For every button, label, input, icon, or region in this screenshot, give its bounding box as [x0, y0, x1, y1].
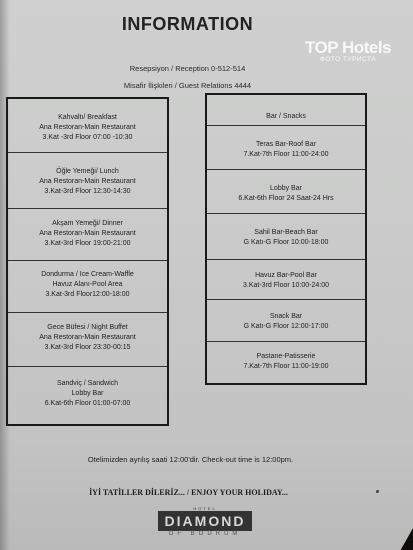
bar-time: G Katı-G Floor 10:00-18:00 [243, 239, 329, 246]
tophotels-watermark [293, 38, 403, 82]
bar-name: Snack Bar [269, 313, 303, 320]
meal-name: Sandviç / Sandwich [56, 380, 119, 387]
paper-mark [376, 490, 379, 493]
bar-patisserie [207, 341, 365, 381]
bars-header [207, 95, 365, 125]
guest-relations-line: Misafir İlişkileri / Guest Relations 4444 [123, 81, 252, 90]
meal-name: Öğle Yemeği/ Lunch [56, 168, 119, 175]
bar-time: 7.Kat-7th Floor 11:00-24:00 [243, 151, 329, 158]
bar-time: 3.Kat-3rd Floor 10:00-24:00 [243, 282, 329, 289]
meal-place: Ana Restoran-Main Restaurant [39, 178, 136, 185]
meal-ice-cream [8, 260, 167, 312]
meal-place: Ana Restoran-Main Restaurant [39, 334, 136, 341]
logo-bottom-text: OF BODRUM [168, 531, 242, 537]
meal-place: Lobby Bar [71, 390, 104, 397]
meal-name: Kahvaltı/ Breakfast [58, 114, 117, 121]
page-title: INFORMATION [121, 14, 254, 34]
checkout-line: Otelimizden ayrılış saati 12:00'dir. Check-out time is 12:00pm. [87, 455, 294, 464]
meal-name: Gece Büfesi / Night Buffet [47, 324, 128, 331]
meal-sandwich [8, 366, 167, 422]
meal-time: 3.Kat -3rd Floor 07:00 -10:30 [42, 134, 133, 141]
bar-roof [207, 125, 365, 169]
bar-name: Teras Bar-Roof Bar [256, 141, 316, 148]
meals-table [6, 97, 169, 426]
meal-time: 6.Kat-6th Floor 01:00-07:00 [44, 400, 131, 407]
bar-name: Sahil Bar-Beach Bar [254, 229, 318, 236]
bar-time: G Katı-G Floor 12:00-17:00 [243, 323, 329, 330]
bar-time: 7.Kat-7th Floor 11:00-19:00 [243, 363, 329, 370]
bars-table [205, 93, 367, 385]
reception-line: Resepsiyon / Reception 0-512-514 [129, 64, 246, 73]
meal-time: 3.Kat-3rd Floor12:00-18:00 [45, 291, 130, 298]
logo-small-text: HOTEL [193, 506, 217, 511]
meal-time: 3.Kat-3rd Floor 19:00-21:00 [44, 240, 131, 247]
bar-name: Pastane-Patisserie [256, 353, 316, 360]
meal-place: Ana Restoran-Main Restaurant [39, 230, 136, 237]
meal-time: 3.Kat-3rd Floor 12:30-14:30 [44, 188, 131, 195]
bar-lobby [207, 169, 365, 213]
bar-beach [207, 213, 365, 259]
bar-name: Havuz Bar-Pool Bar [255, 272, 317, 279]
hotel-logo [140, 506, 270, 546]
meal-lunch [8, 152, 167, 208]
meal-place: Havuz Alanı-Pool Area [52, 281, 123, 288]
meal-dinner [8, 208, 167, 260]
bar-pool [207, 259, 365, 299]
meal-place: Ana Restoran-Main Restaurant [39, 124, 136, 131]
watermark-main: TOP Hotels [304, 38, 391, 57]
logo-main-text: DIAMOND [158, 511, 253, 531]
bar-name: Bar / Snacks [266, 113, 306, 120]
holiday-line: İYİ TATİLLER DİLERİZ... / ENJOY YOUR HOLIDAY... [89, 488, 288, 497]
watermark-sub: ФОТО ТУРИСТА [319, 56, 377, 63]
bar-snack [207, 299, 365, 341]
bar-name: Lobby Bar [270, 185, 302, 192]
meal-name: Akşam Yemeği/ Dinner [52, 220, 123, 227]
meal-night-buffet [8, 312, 167, 366]
meal-breakfast [8, 99, 167, 152]
meal-name: Dondurma / Ice Cream-Waffle [41, 271, 134, 278]
meal-time: 3.Kat-3rd Floor 23:30-00:15 [44, 344, 131, 351]
bar-time: 6.Kat-6th Floor 24 Saat-24 Hrs [238, 195, 334, 202]
